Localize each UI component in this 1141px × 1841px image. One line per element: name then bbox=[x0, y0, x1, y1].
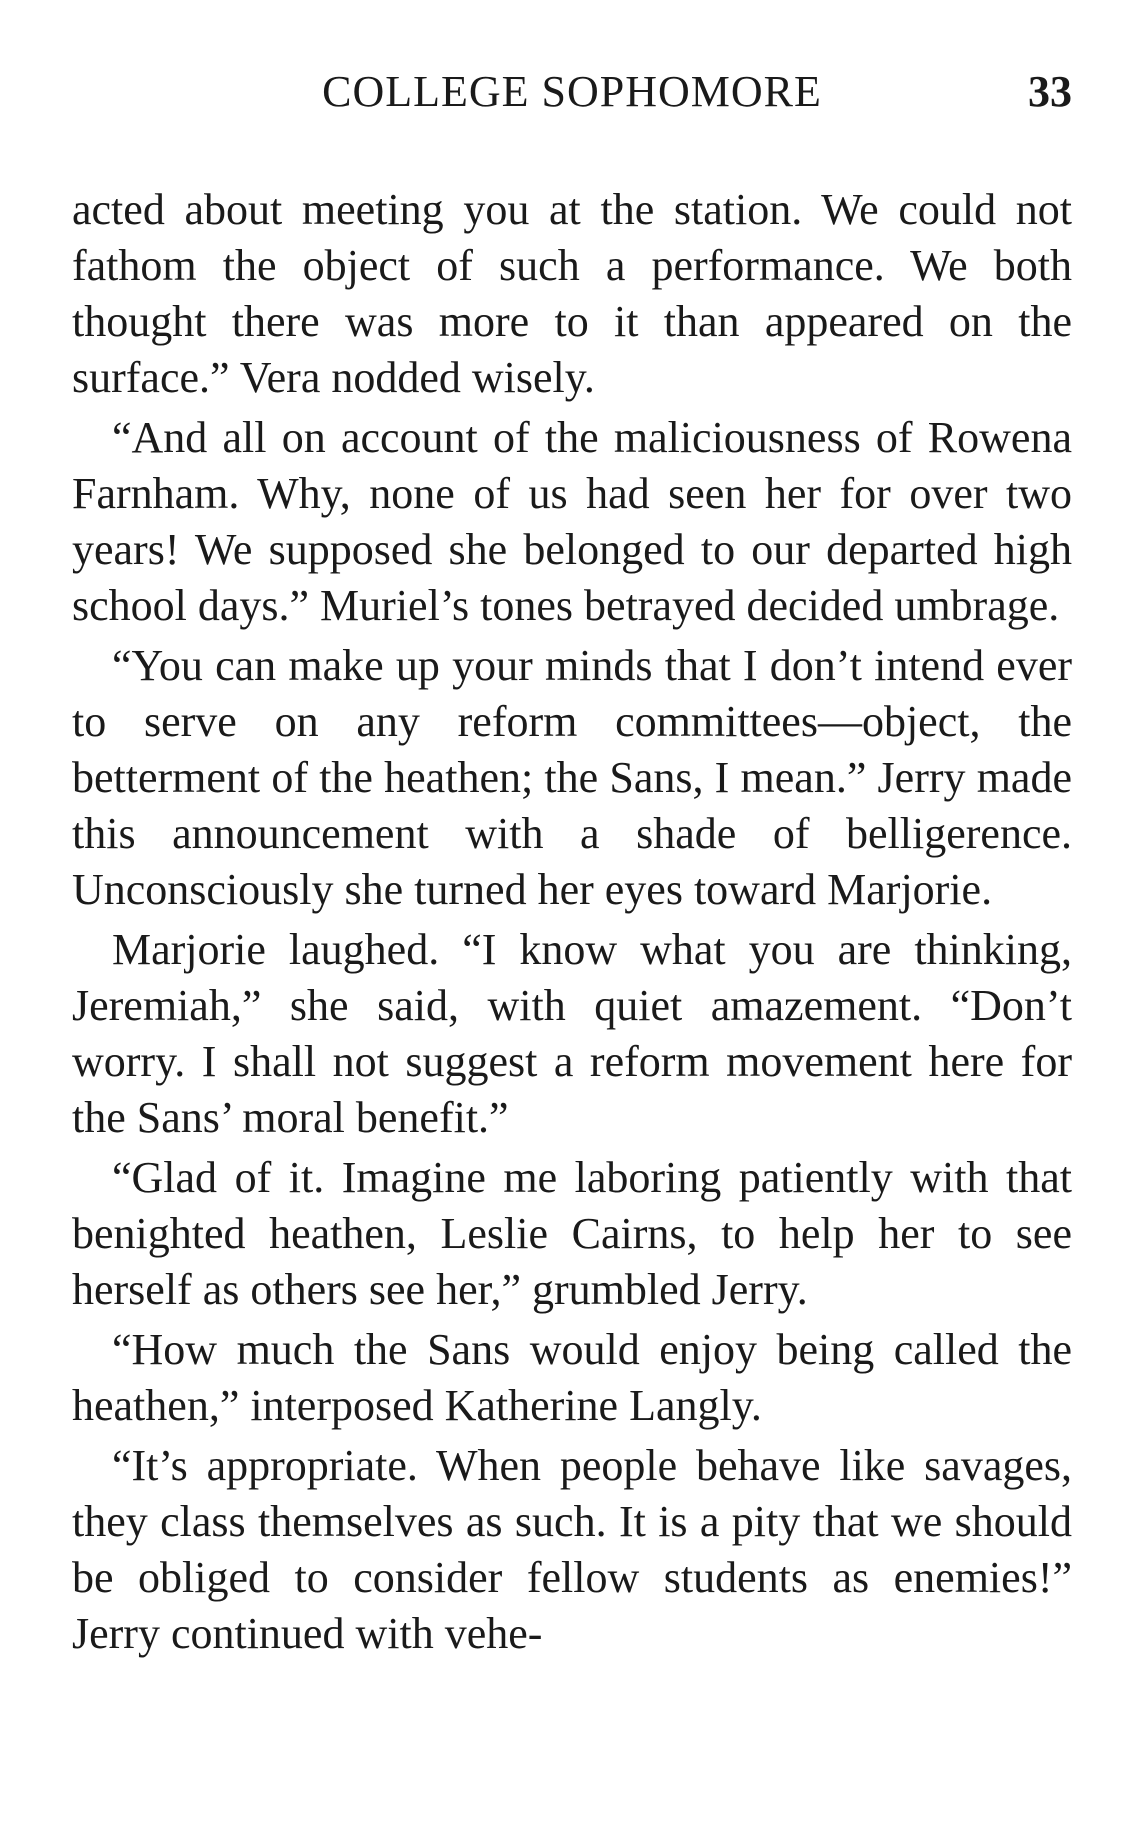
paragraph-5: “Glad of it. Imagine me laboring patiently with that benighted heathen, Leslie Cairns, to help her to see herself as others see her,” grumbled Jerry. bbox=[72, 1153, 1072, 1314]
paragraph-6: “How much the Sans would enjoy being called the heathen,” interposed Katherine Langly. bbox=[72, 1325, 1072, 1430]
body-text bbox=[72, 182, 1072, 1662]
book-page bbox=[72, 52, 1072, 1662]
paragraph-2: “And all on account of the maliciousness of Rowena Farnham. Why, none of us had seen her for over two years! We supposed she belonged to our departed high school days.” Muriel’s tones betrayed decided umbrage. bbox=[72, 413, 1072, 630]
paragraph-1: acted about meeting you at the station. We could not fathom the object of such a performance. We both thought there was more to it than appeared on the surface.” Vera nodded wisely. bbox=[72, 185, 1072, 402]
paragraph-4: Marjorie laughed. “I know what you are thinking, Jeremiah,” she said, with quiet amazement. “Don’t worry. I shall not suggest a reform movement here for the Sans’ moral benefit.” bbox=[72, 925, 1072, 1142]
page-number: 33 bbox=[1028, 67, 1072, 116]
running-head bbox=[72, 52, 1072, 132]
paragraph-7: “It’s appropriate. When people behave like savages, they class themselves as such. It is a pity that we should be obliged to consider fellow students as enemies!” Jerry continued with vehe- bbox=[72, 1441, 1072, 1658]
running-title: COLLEGE SOPHOMORE bbox=[322, 67, 822, 116]
paragraph-3: “You can make up your minds that I don’t intend ever to serve on any reform committees—object, the betterment of the heathen; the Sans, I mean.” Jerry made this announcement with a shade of belligerence. Unconsciously she turned her eyes toward Marjorie. bbox=[72, 641, 1072, 914]
